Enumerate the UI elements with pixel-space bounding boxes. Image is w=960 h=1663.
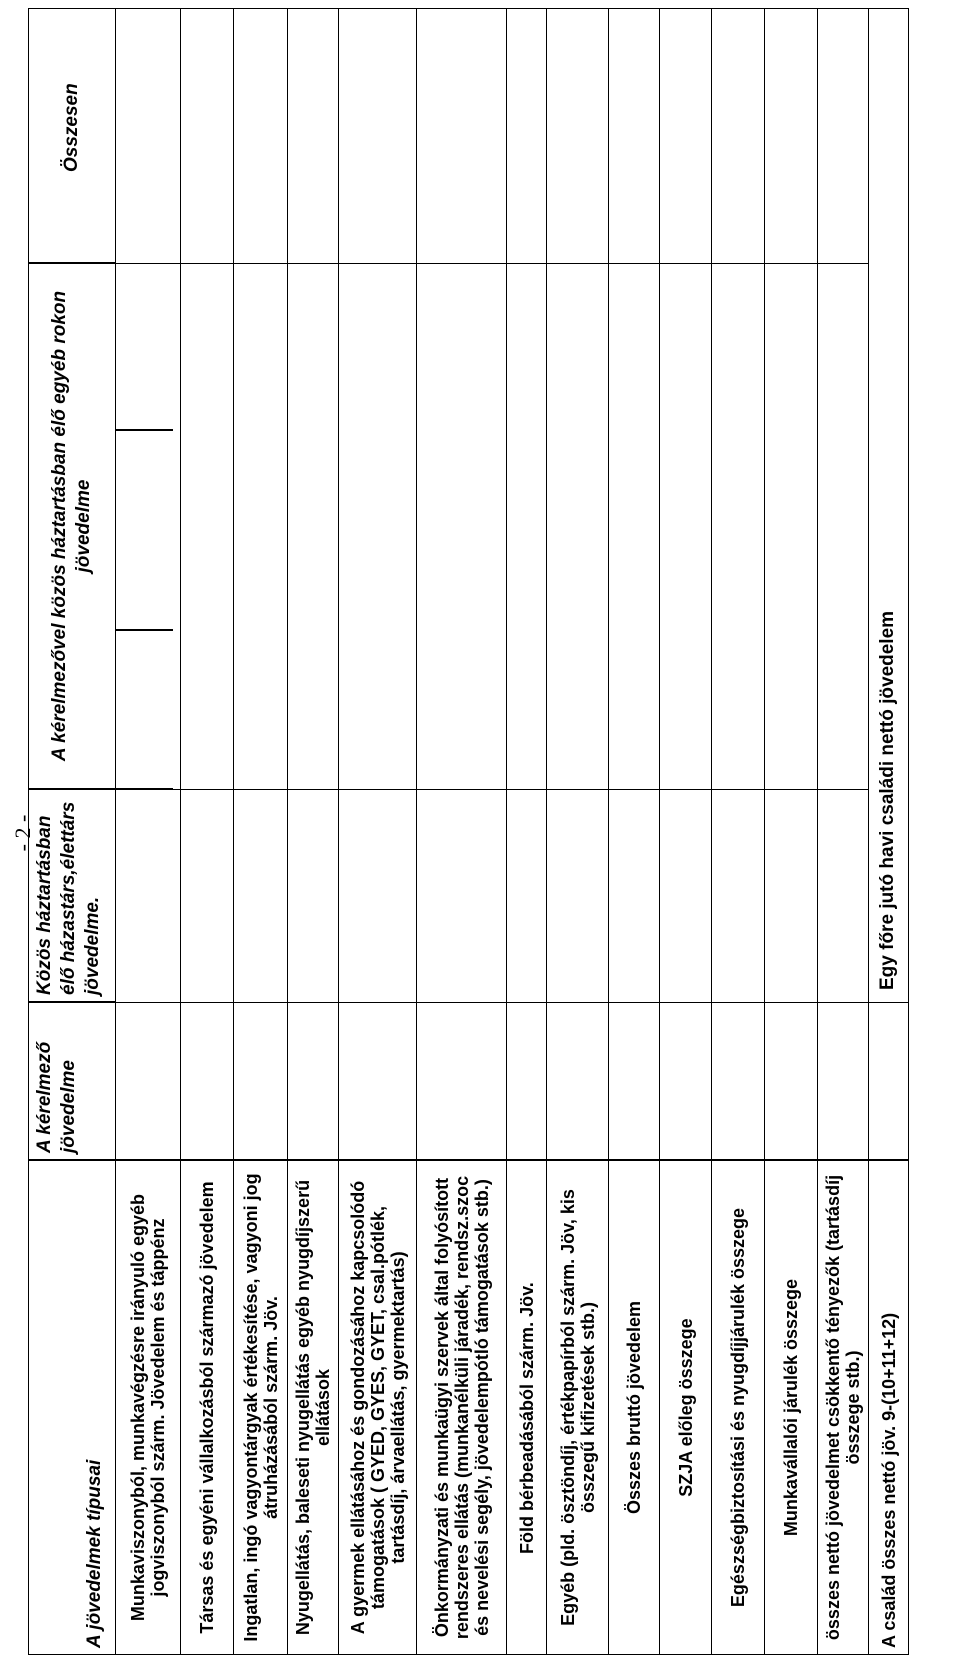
row-szja (660, 1160, 712, 1655)
grid-line (608, 8, 609, 1160)
row-enterprise-label: Társas és egyéni vállalkozásból származó jövedelem (197, 1181, 217, 1634)
row-per-capita (869, 8, 909, 1002)
row-other (547, 1160, 609, 1655)
row-pension-label: Nyugellátás, baleseti nyugellátás egyéb nyugdíjszerű ellátások (293, 1179, 333, 1636)
header-total (28, 8, 116, 263)
row-szja-label: SZJA előleg összege (675, 1318, 696, 1497)
value-grid-total (116, 8, 869, 263)
row-health-pension-contrib-label: Egészségbiztosítási és nyugdíjjárulék összege (728, 1207, 748, 1608)
row-pension (288, 1160, 339, 1655)
grid-line (764, 8, 765, 1160)
header-spouse-label: Közös háztartásban élő házastárs,élettárs jövedelme. (34, 801, 103, 995)
value-grid-relatives (116, 263, 869, 789)
row-gross-total (609, 1160, 660, 1655)
row-land-lease-label: Föld bérbeadásából szárm. Jöv. (516, 1282, 537, 1554)
grid-line (506, 8, 507, 1160)
header-total-label: Összesen (61, 83, 82, 172)
value-grid-applicant (116, 1002, 869, 1160)
header-income-types (28, 1160, 116, 1655)
grid-line (711, 8, 712, 1160)
row-family-net-total-label: A család összes nettó jöv. 9-(10+11+12) (878, 1312, 899, 1648)
row-employee-contrib-label: Munkavállalói járulék összege (781, 1278, 801, 1537)
grid-line (287, 8, 288, 1160)
grid-line (546, 8, 547, 1160)
row-health-pension-contrib (712, 1160, 765, 1655)
row-municipal-benefits-label: Önkormányzati és munkaügyi szervek által folyósított rendszeres ellátás (munkanélküli járadék, rendsz.szoc és nevelési segély, jövedelempótló támogatások stb.) (431, 1175, 492, 1640)
row-net-reducing-label: összes nettó jövedelmet csökkentő tényezők (tartásdíj összege stb.) (823, 1174, 863, 1641)
row-property-sale-label: Ingatlan, ingó vagyontárgyak értékesítése, vagyoni jog átruházásából szárm. Jöv. (240, 1173, 281, 1642)
row-child-support (339, 1160, 417, 1655)
row-employment (116, 1160, 181, 1655)
value-grid-spouse (116, 789, 869, 1002)
row-net-reducing (818, 1160, 869, 1655)
grid-line (338, 8, 339, 1160)
row-other-label: Egyéb (pld. ösztöndíj, értékpapírból szárm. Jöv, kis összegű kifizetések stb.) (557, 1189, 598, 1626)
row-municipal-benefits (417, 1160, 507, 1655)
per-capita-net-income-label: Egy főre jutó havi családi nettó jövedelem (877, 610, 898, 990)
row-land-lease (507, 1160, 547, 1655)
grid-line (659, 8, 660, 1160)
row-enterprise (181, 1160, 234, 1655)
grid-line (233, 8, 234, 1160)
row-family-net-total (869, 1160, 909, 1655)
row-employment-label: Munkaviszonyból, munkavégzésre irányuló egyéb jogviszonyból szárm. Jövedelem és táppénz (128, 1193, 168, 1622)
header-relatives-label: A kérelmezővel közös háztartásban élő egyéb rokon jövedelme (49, 290, 94, 762)
page-number: - 2 - (10, 814, 35, 852)
header-income-types-label: A jövedelmek típusai (84, 1459, 105, 1648)
header-applicant-label: A kérelmező jövedelme (34, 1041, 79, 1153)
row-gross-total-label: Összes bruttó jövedelem (624, 1300, 644, 1515)
header-relatives (28, 263, 116, 789)
row-employee-contrib (765, 1160, 818, 1655)
grid-line (180, 8, 181, 1160)
row-child-support-label: A gyermek ellátásához és gondozásához kapcsolódó támogatások ( GYED, GYES, GYET, csal.pótlék, tartásdíj, árvaellátás, gyermektartás) (347, 1180, 408, 1635)
row-property-sale (234, 1160, 288, 1655)
header-spouse (28, 789, 116, 1002)
header-applicant (28, 1002, 116, 1160)
row-per-capita-applicant (869, 1002, 909, 1160)
grid-line (416, 8, 417, 1160)
grid-line (817, 8, 818, 1160)
